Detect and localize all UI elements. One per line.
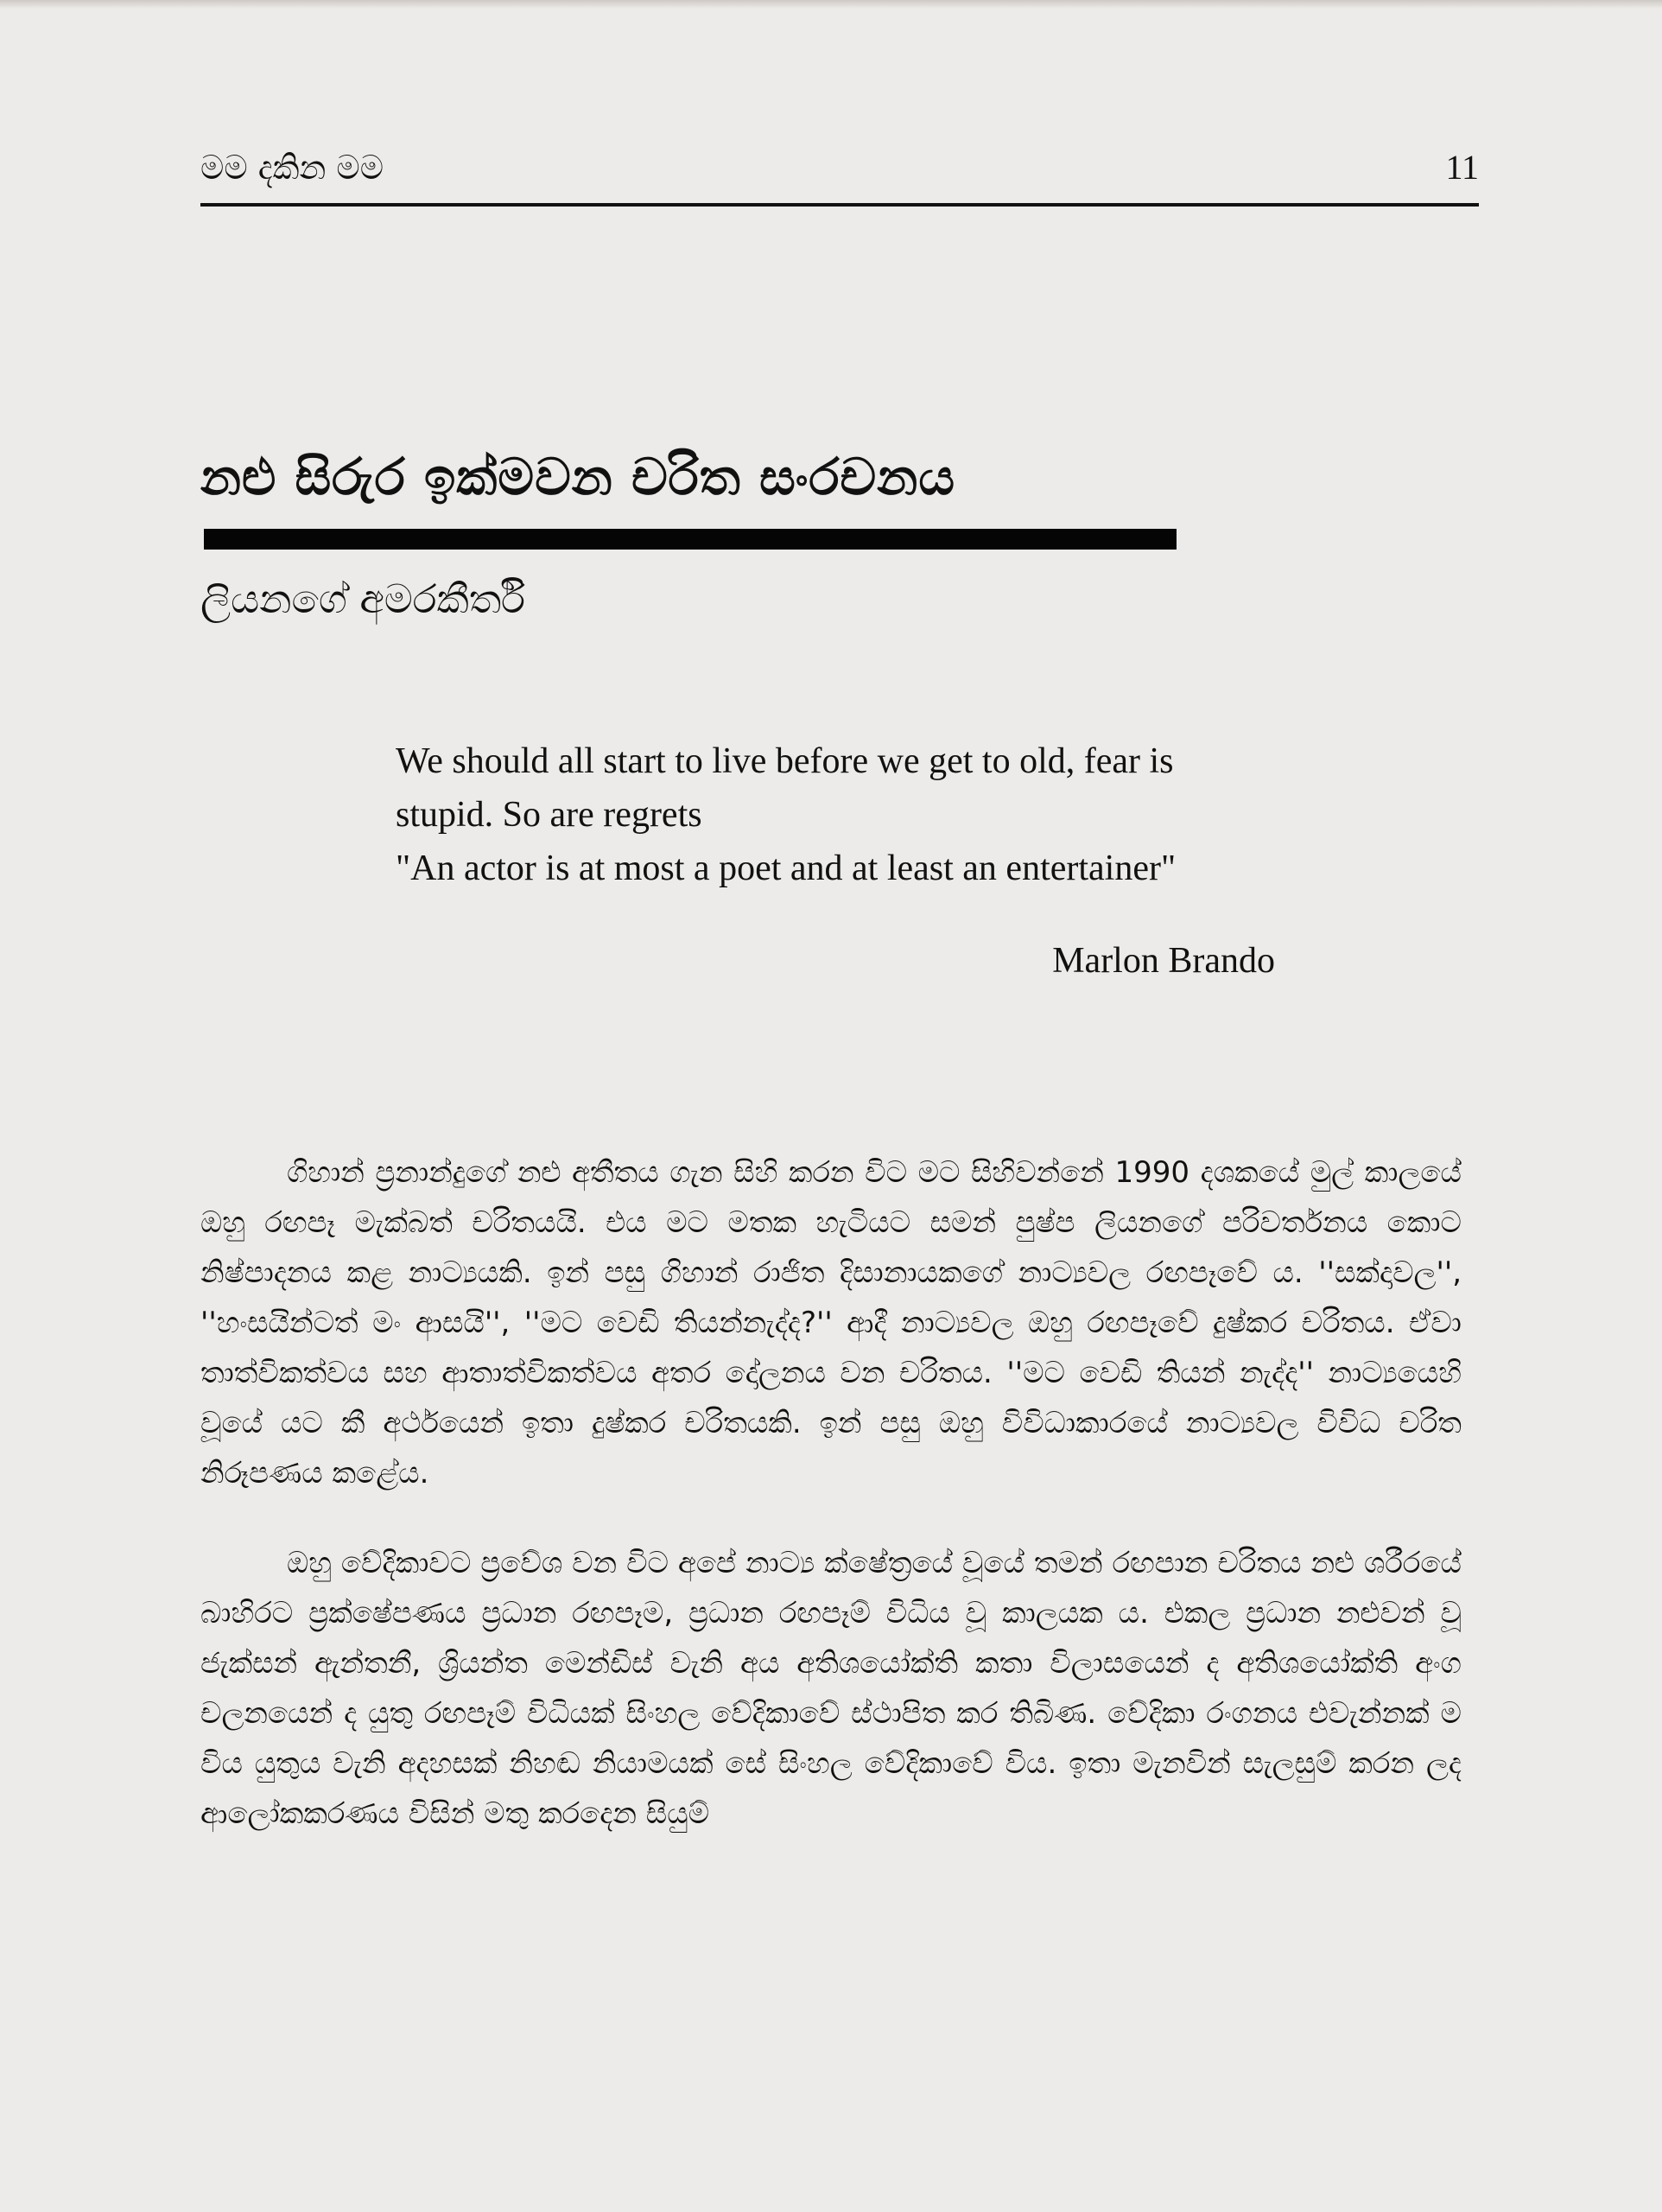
page-top-edge [0, 0, 1662, 9]
article-title: නළු සිරුර ඉක්මවන චරිත සංරචනය [200, 448, 956, 506]
header-rule [200, 203, 1479, 207]
epigraph-attribution: Marlon Brando [1052, 941, 1275, 981]
body-paragraph-1: ගිහාන් ප්‍රනාන්දුගේ නළු අතීතය ගැන සිහි කරන විට මට සිහිවන්නේ 1990 දශකයේ මුල් කාලයේ ඔහු රඟපෑ මැක්බත් චරිතයයි. එය මට මතක හැටියට සමන් පුෂ්ප ලියනගේ පරිවර්තනය කොට නිෂ්පාදනය කළ නාට්‍යයකි. ඉන් පසු ගිහාන් රාජිත දිසානායකගේ නාට්‍යවල රඟපෑවේ ය. ''සක්දාවල'', ''හංසයින්ටත් මං ආසයි'', ''මට වෙඩි තියන්නැද්ද?'' ආදී නාට්‍යවල ඔහු රඟපෑවේ දුෂ්කර චරිතය. ඒවා තාත්විකත්වය සහ ආතාත්විකත්වය අතර දෝලනය වන චරිතය. ''මට වෙඩි තියන් නැද්ද'' නාට්‍යයෙහි වූයේ යට කී අර්ථයෙන් ඉතා දුෂ්කර චරිතයකි. ඉන් පසු ඔහු විවිධාකාරයේ නාට්‍යවල විවිධ චරිත නිරූපණය කළේය. [200, 1155, 1462, 1491]
epigraph-quote-2: "An actor is at most a poet and at least an entertainer" [396, 849, 1177, 888]
article-body [200, 1147, 1462, 1878]
author-name: ලියනගේ අමරකීර්ති [200, 575, 526, 622]
page-header [200, 145, 1479, 199]
body-paragraph-2: ඔහු වේදිකාවට ප්‍රවේශ වන විට අපේ නාට්‍ය ක්ෂේත්‍රයේ වූයේ තමන් රඟපාන චරිතය නළු ශරීරයේ බාහිරට ප්‍රක්ෂේපණය ප්‍රධාන රඟපෑම, ප්‍රධාන රඟපෑම් විධිය වූ කාලයක ය. එකල ප්‍රධාන නළුවන් වූ ජැක්සන් ඇන්තනී, ශ්‍රියන්ත මෙන්ඩිස් වැනි අය අතිශයෝක්ති කතා විලාසයෙන් ද අතිශයෝක්ති අංග චලනයෙන් ද යුතු රඟපෑම් විධියක් සිංහල වේදිකාවේ ස්ථාපිත කර තිබිණ. වේදිකා රංගනය එවැන්නක් ම විය යුතුය වැනි අදහසක් නිහඬ නියාමයක් සේ සිංහල වේදිකාවේ විය. ඉතා මැනවින් සැලසුම් කරන ලද ආලෝකකරණය විසින් මතු කරදෙන සියුම් [200, 1546, 1462, 1831]
page-number: 11 [1445, 148, 1479, 187]
epigraph [396, 734, 1277, 895]
title-underline-bar [204, 529, 1177, 550]
epigraph-quote-1: We should all start to live before we get to old, fear is stupid. So are regrets [396, 741, 1174, 835]
running-title: මම දකින මම [200, 149, 384, 187]
